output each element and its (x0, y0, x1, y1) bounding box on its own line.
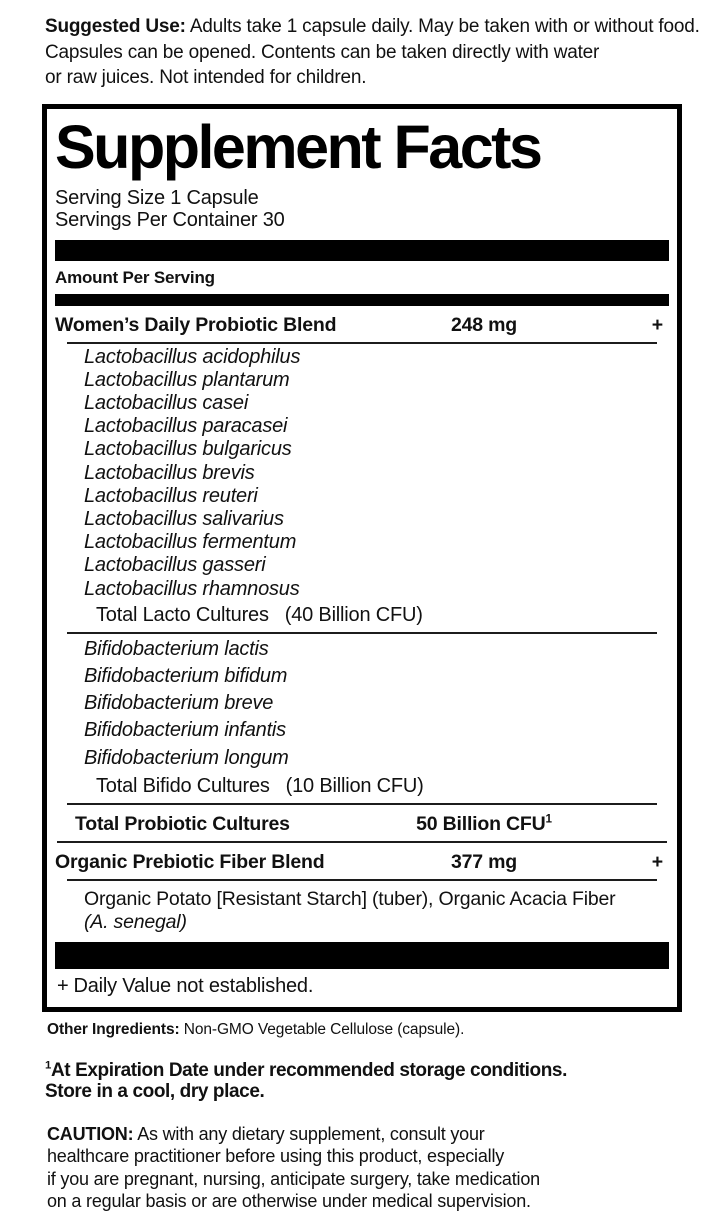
probiotic-blend-amount: 248 mg (450, 313, 517, 336)
footnote-marker: 1 (545, 812, 552, 826)
species-item: Bifidobacterium lactis (84, 637, 269, 660)
footnote-marker: 1 (45, 1059, 51, 1072)
suggested-use-text: or raw juices. Not intended for children. (45, 67, 367, 88)
supplement-facts-panel (42, 104, 682, 1012)
servings-per-container: Servings Per Container 30 (55, 209, 285, 231)
species-item: Lactobacillus acidophilus (84, 345, 301, 368)
fiber-ingredients-line1: Organic Potato [Resistant Starch] (tuber), Organic Acacia Fiber (84, 887, 616, 910)
fiber-ingredients (55, 881, 669, 937)
species-item: Lactobacillus casei (84, 391, 249, 414)
fiber-blend-name: Organic Prebiotic Fiber Blend (55, 850, 325, 873)
species-item: Lactobacillus gasseri (84, 554, 266, 577)
species-item: Lactobacillus salivarius (84, 507, 284, 530)
divider-bar-thick (55, 942, 669, 969)
other-ingredients-label: Other Ingredients: (47, 1020, 180, 1038)
dv-footnote-symbol: + (57, 974, 69, 997)
species-item: Lactobacillus fermentum (84, 531, 297, 554)
fiber-blend-dv: + (651, 850, 663, 873)
probiotic-blend-name: Women’s Daily Probiotic Blend (55, 313, 337, 336)
caution-line: CAUTION: As with any dietary supplement, consult your (47, 1123, 485, 1144)
serving-size: Serving Size 1 Capsule (55, 186, 259, 209)
bifido-total-amount: (10 Billion CFU) (285, 774, 424, 797)
total-probiotic-amount: 50 Billion CFU$^1$ (416, 812, 552, 835)
lacto-total-name: Total Lacto Cultures (96, 603, 269, 626)
other-ingredients (47, 1021, 725, 1039)
species-item: Bifidobacterium bifidum (84, 664, 288, 687)
caution-line: if you are pregnant, nursing, anticipate surgery, take medication (47, 1168, 540, 1189)
fiber-ingredients-line2: (A. senegal) (84, 910, 187, 933)
fiber-blend-amount: 377 mg (450, 850, 517, 873)
other-ingredients-text: Non-GMO Vegetable Cellulose (capsule). (183, 1020, 465, 1038)
species-item: Lactobacillus paracasei (84, 415, 288, 438)
total-probiotic-row (55, 805, 669, 841)
species-item: Lactobacillus reuteri (84, 484, 258, 507)
suggested-use-paragraph (45, 14, 700, 91)
species-item: Lactobacillus bulgaricus (84, 438, 292, 461)
divider-bar-thick (55, 240, 669, 261)
bifido-species-list (55, 634, 669, 772)
expiration-line: $^1$At Expiration Date under recommended storage conditions. (45, 1059, 567, 1081)
caution-label: CAUTION: (47, 1123, 134, 1144)
total-probiotic-name: Total Probiotic Cultures (75, 812, 290, 835)
fiber-blend-row (55, 843, 669, 879)
dv-footnote-text: Daily Value not established. (73, 974, 314, 997)
divider-bar-medium (55, 294, 669, 306)
daily-value-footnote (55, 969, 669, 1007)
species-item: Lactobacillus rhamnosus (84, 577, 300, 600)
bifido-total-name: Total Bifido Cultures (96, 774, 270, 797)
amount-per-serving-header: Amount Per Serving (55, 267, 215, 287)
caution-paragraph (47, 1123, 725, 1212)
suggested-use-label: Suggested Use: (45, 16, 186, 37)
expiration-line: Store in a cool, dry place. (45, 1080, 265, 1102)
panel-title: Supplement Facts (55, 112, 541, 181)
species-item: Bifidobacterium longum (84, 746, 289, 769)
suggested-use-text: Adults take 1 capsule daily. May be taken with or without food. (189, 16, 700, 37)
species-item: Lactobacillus brevis (84, 461, 255, 484)
probiotic-blend-row (55, 306, 669, 342)
bifido-total-line (55, 772, 669, 803)
caution-line: healthcare practitioner before using this product, especially (47, 1146, 505, 1167)
caution-line: on a regular basis or are otherwise under medical supervision. (47, 1190, 531, 1211)
suggested-use-text: Capsules can be opened. Contents can be taken directly with water (45, 41, 600, 63)
suggested-use-line (45, 14, 700, 40)
expiration-note (45, 1060, 725, 1102)
lacto-species-list (55, 344, 669, 601)
lacto-total-amount: (40 Billion CFU) (284, 603, 423, 626)
lacto-total-line (55, 601, 669, 632)
probiotic-blend-dv: + (651, 313, 663, 336)
species-item: Bifidobacterium breve (84, 692, 274, 715)
species-item: Bifidobacterium infantis (84, 719, 286, 742)
species-item: Lactobacillus plantarum (84, 368, 290, 391)
